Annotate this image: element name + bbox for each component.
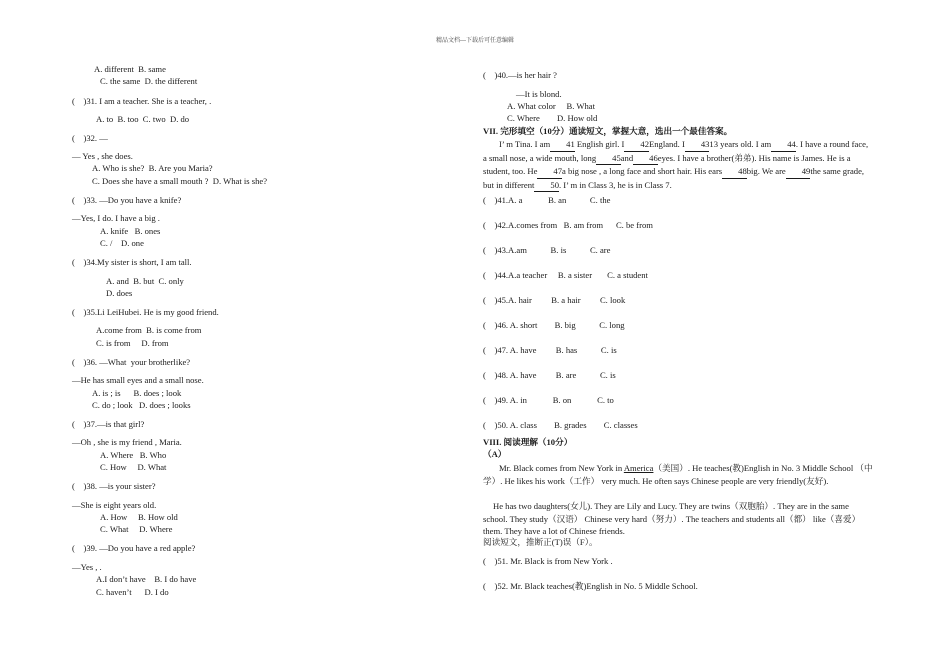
cloze-option-line: ( )42.A.comes from B. am from C. be from	[483, 220, 653, 230]
cloze-blank: 43	[685, 138, 710, 152]
cloze-blank: 47	[537, 165, 562, 179]
question-line: A.I don’t have B. I do have	[96, 574, 197, 584]
question-line: A. Who is she? B. Are you Maria?	[92, 163, 213, 173]
question-line: ( )36. —What your brotherlike?	[72, 357, 191, 367]
question-line: A. is ; is B. does ; look	[92, 388, 182, 398]
question-line: C. the same D. the different	[100, 76, 198, 86]
cloze-option-line: ( )43.A.am B. is C. are	[483, 245, 611, 255]
cloze-blank: 42	[624, 138, 649, 152]
cloze-passage	[483, 138, 873, 192]
question-line: A. different B. same	[94, 64, 166, 74]
question-line: ( )32. —	[72, 133, 108, 143]
question-line: C. do ; look D. does ; looks	[92, 400, 191, 410]
question-line: ( )35.Li LeiHubei. He is my good friend.	[72, 307, 219, 317]
passage-text: and	[620, 152, 634, 163]
question-line: C. is from D. from	[96, 338, 169, 348]
cloze-option-line: ( )47. A. have B. has C. is	[483, 345, 617, 355]
question-line: C. Does she have a small mouth ? D. What is she?	[92, 176, 268, 186]
question-line: C. / D. one	[100, 238, 144, 248]
question-line: C. How D. What	[100, 462, 167, 472]
tf-question-line: ( )51. Mr. Black is from New York .	[483, 556, 613, 566]
cloze-option-line: ( )48. A. have B. are C. is	[483, 370, 616, 380]
section-reading-heading: VIII. 阅读理解（10分）	[483, 437, 573, 447]
cloze-blank: 41	[550, 138, 575, 152]
question-line: —Yes , .	[72, 562, 102, 572]
cloze-option-line: ( )50. A. class B. grades C. classes	[483, 420, 638, 430]
question-line: ( )31. I am a teacher. She is a teacher, .	[72, 96, 212, 106]
question-line: C. What D. Where	[100, 524, 173, 534]
cloze-option-line: ( )45.A. hair B. a hair C. look	[483, 295, 626, 305]
cloze-option-line: ( )49. A. in B. on C. to	[483, 395, 614, 405]
cloze-option-line: ( )44.A.a teacher B. a sister C. a student	[483, 270, 648, 280]
passage-text: . I have a round face, a small nose, a wide mouth, long	[483, 139, 869, 163]
question-line: A. and B. but C. only	[106, 276, 184, 286]
question-line: — Yes , she does.	[72, 151, 133, 161]
question-line: A.come from B. is come from	[96, 325, 202, 335]
cloze-blank: 45	[596, 152, 621, 166]
passage-text: 13 years old. I am	[709, 139, 772, 149]
cloze-option-line: ( )46. A. short B. big C. long	[483, 320, 625, 330]
question-line: —It is blond.	[516, 89, 562, 99]
question-line: D. does	[106, 288, 133, 298]
cloze-blank: 44	[771, 138, 796, 152]
tf-instruction: 阅读短文，推断正(T)误（F）。	[483, 537, 598, 547]
tf-question-line: ( )52. Mr. Black teaches(教)English in No. 5 Middle School.	[483, 581, 698, 591]
question-line: A. knife B. ones	[100, 226, 161, 236]
question-line: C. Where D. How old	[507, 113, 598, 123]
question-line: A. Where B. Who	[100, 450, 167, 460]
cloze-blank: 46	[633, 152, 658, 166]
question-line: ( )34.My sister is short, I am tall.	[72, 257, 192, 267]
page-header: 精品文档---下载后可任意编辑	[436, 38, 514, 44]
question-line: C. haven’t D. I do	[96, 587, 169, 597]
passage-text: big. We are	[746, 166, 786, 177]
reading-p1-america: America	[623, 463, 654, 473]
passage-text: a big nose , a long face and short hair. His ears	[562, 166, 723, 177]
cloze-blank: 50	[534, 179, 559, 193]
passage-text: eyes. I have a brother(弟弟). His name is James. He is a student, too. He	[483, 152, 851, 177]
cloze-blank: 48	[722, 165, 747, 179]
question-line: —He has small eyes and a small nose.	[72, 375, 204, 385]
question-line: ( )37.—is that girl?	[72, 419, 145, 429]
question-line: —Yes, I do. I have a big .	[72, 213, 160, 223]
passage-text: England. I	[649, 139, 685, 149]
question-line: —Oh , she is my friend , Maria.	[72, 437, 182, 447]
reading-paragraph-2: He has two daughters(女儿). They are Lily and Lucy. They are twins（双胞胎）. They are in the same school. They study（汉语） Chinese very hard（努力）. The teachers and students all（都） like（喜爱）them. They have a lot of Chinese friends.	[483, 501, 861, 537]
cloze-blank: 49	[786, 165, 811, 179]
question-line: ( )40.—is her hair ?	[483, 70, 557, 80]
section-cloze-heading: VII. 完形填空（10分）通读短文，掌握大意，选出一个最佳答案。	[483, 126, 733, 136]
passage-text: the same grade, but in different	[483, 166, 865, 190]
passage-text: I’ m Tina. I am	[499, 139, 551, 149]
question-line: A. How B. How old	[100, 512, 178, 522]
question-line: A. to B. too C. two D. do	[96, 114, 190, 124]
reading-p1-rest: （美国）. He teaches(教)English in No. 3 Middle School （中学）. He likes his work（工作） very much. He often says Chinese people are very friendly(友好).	[483, 463, 873, 486]
passage-text: . I’ m in Class 3, he is in Class 7.	[558, 179, 672, 190]
passage-text: English girl. I	[574, 139, 625, 149]
reading-p1-start: Mr. Black comes from New York in	[499, 463, 624, 473]
reading-part-a: （A）	[483, 449, 507, 459]
cloze-option-line: ( )41.A. a B. an C. the	[483, 195, 611, 205]
question-line: ( )33. —Do you have a knife?	[72, 195, 182, 205]
question-line: ( )38. —is your sister?	[72, 481, 156, 491]
reading-paragraph-1	[483, 462, 873, 487]
question-line: —She is eight years old.	[72, 500, 157, 510]
question-line: ( )39. —Do you have a red apple?	[72, 543, 196, 553]
question-line: A. What color B. What	[507, 101, 595, 111]
